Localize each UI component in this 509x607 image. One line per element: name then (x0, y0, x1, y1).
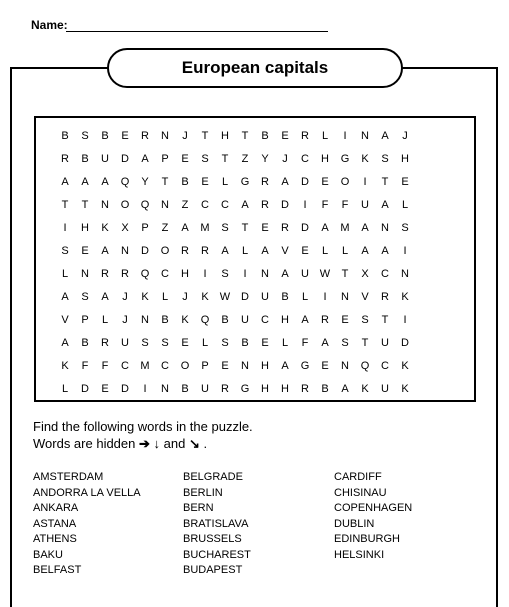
grid-cell[interactable]: S (61, 244, 69, 257)
name-line[interactable] (66, 31, 328, 32)
word-list-item: BAKU (33, 548, 63, 561)
grid-cell[interactable]: J (282, 152, 288, 165)
grid-cell[interactable]: T (241, 221, 249, 234)
grid-cell[interactable]: I (363, 175, 367, 188)
grid-cell[interactable]: R (221, 382, 229, 395)
grid-cell[interactable]: E (181, 152, 189, 165)
grid-cell[interactable]: S (81, 290, 89, 303)
grid-row (55, 216, 464, 239)
grid-cell[interactable]: P (81, 313, 89, 326)
grid-cell[interactable]: K (101, 221, 109, 234)
grid-cell[interactable]: O (180, 359, 190, 372)
grid-cell[interactable]: A (61, 175, 69, 188)
grid-cell[interactable]: Z (241, 152, 249, 165)
grid-cell[interactable]: O (160, 244, 170, 257)
grid-cell[interactable]: S (161, 336, 169, 349)
grid-cell[interactable]: N (401, 267, 409, 280)
word-list-item: BRUSSELS (183, 533, 242, 545)
puzzle-title: European capitals (107, 48, 403, 88)
grid-cell[interactable]: R (261, 198, 269, 211)
grid-cell[interactable]: L (61, 267, 69, 280)
grid-cell[interactable]: Z (161, 221, 169, 234)
instructions (33, 418, 253, 452)
grid-cell[interactable]: N (101, 198, 109, 211)
grid-cell[interactable]: R (101, 336, 109, 349)
grid-cell[interactable]: U (301, 267, 309, 280)
grid-cell[interactable]: T (61, 198, 69, 211)
grid-cell[interactable]: L (321, 244, 329, 257)
grid-cell[interactable]: N (241, 359, 249, 372)
word-list-item: EDINBURGH (334, 533, 401, 545)
word-list-item: CHISINAU (334, 486, 387, 499)
grid-cell[interactable]: S (221, 336, 229, 349)
grid-cell[interactable]: T (361, 336, 369, 349)
grid-cell[interactable]: Q (140, 267, 150, 280)
grid-cell[interactable]: A (321, 336, 329, 349)
grid-cell[interactable]: E (401, 175, 409, 188)
grid-cell[interactable]: B (81, 152, 89, 165)
grid-cell[interactable]: C (161, 267, 169, 280)
grid-cell[interactable]: K (201, 290, 209, 303)
grid-cell[interactable]: O (340, 175, 350, 188)
grid-cell[interactable]: Z (181, 198, 189, 211)
grid-cell[interactable]: L (301, 290, 309, 303)
grid-cell[interactable]: A (241, 198, 249, 211)
word-list-item: BELGRADE (183, 471, 243, 483)
grid-cell[interactable]: M (340, 221, 350, 234)
grid-cell[interactable]: A (181, 221, 189, 234)
grid-cell[interactable]: A (281, 267, 289, 280)
grid-cell[interactable]: D (281, 198, 289, 211)
grid-cell[interactable]: G (240, 175, 250, 188)
grid-cell[interactable]: I (63, 221, 67, 234)
grid-cell[interactable]: B (321, 382, 329, 395)
grid-cell[interactable]: L (341, 244, 349, 257)
grid-row (55, 308, 464, 331)
grid-cell[interactable]: F (101, 359, 109, 372)
grid-cell[interactable]: A (301, 313, 309, 326)
grid-row (55, 354, 464, 377)
grid-cell[interactable]: D (401, 336, 409, 349)
grid-cell[interactable]: J (122, 290, 128, 303)
grid-cell[interactable]: R (301, 382, 309, 395)
grid-cell[interactable]: E (281, 129, 289, 142)
grid-cell[interactable]: D (301, 175, 309, 188)
word-list-item: BERN (183, 502, 214, 514)
grid-cell[interactable]: I (343, 129, 347, 142)
grid-cell[interactable]: B (241, 336, 249, 349)
grid-cell[interactable]: L (161, 290, 169, 303)
grid-cell[interactable]: C (161, 359, 169, 372)
word-list-item: BELFAST (33, 564, 82, 576)
grid-cell[interactable]: B (101, 129, 109, 142)
grid-cell[interactable]: U (121, 336, 129, 349)
grid-row (55, 262, 464, 285)
grid-cell[interactable]: E (261, 221, 269, 234)
grid-cell[interactable]: C (121, 359, 129, 372)
grid-cell[interactable]: E (261, 336, 269, 349)
grid-cell[interactable]: U (201, 382, 209, 395)
grid-cell[interactable]: A (281, 359, 289, 372)
grid-cell[interactable]: N (161, 382, 169, 395)
grid-cell[interactable]: B (161, 313, 169, 326)
right-down-arrow-icon: ➔ ↓ (139, 436, 161, 451)
grid-cell[interactable]: T (241, 129, 249, 142)
grid-cell[interactable]: K (181, 313, 189, 326)
word-list-item: ANDORRA LA VELLA (33, 486, 141, 499)
grid-cell[interactable]: F (301, 336, 309, 349)
grid-cell[interactable]: B (281, 290, 289, 303)
instructions-and: and (163, 436, 186, 451)
grid-cell[interactable]: Y (141, 175, 149, 188)
grid-cell[interactable]: U (361, 198, 369, 211)
grid-cell[interactable]: A (101, 290, 109, 303)
word-list-col-3 (334, 470, 412, 563)
grid-cell[interactable]: A (61, 290, 69, 303)
grid-cell[interactable]: R (141, 129, 149, 142)
grid-cell[interactable]: J (402, 129, 408, 142)
grid-row (55, 285, 464, 308)
instructions-line-2 (33, 435, 253, 452)
grid-cell[interactable]: A (361, 244, 369, 257)
grid-cell[interactable]: A (361, 221, 369, 234)
grid-cell[interactable]: F (341, 198, 349, 211)
grid-cell[interactable]: K (61, 359, 69, 372)
grid-cell[interactable]: A (341, 382, 349, 395)
grid-cell[interactable]: T (341, 267, 349, 280)
letter-grid (55, 124, 464, 400)
grid-cell[interactable]: D (301, 221, 309, 234)
word-list-item: BUDAPEST (183, 564, 243, 576)
grid-cell[interactable]: E (341, 313, 349, 326)
grid-cell[interactable]: H (281, 382, 289, 395)
grid-cell[interactable]: L (221, 175, 229, 188)
grid-cell[interactable]: A (381, 129, 389, 142)
grid-cell[interactable]: C (221, 198, 229, 211)
grid-cell[interactable]: I (403, 244, 407, 257)
grid-cell[interactable]: B (221, 313, 229, 326)
grid-cell[interactable]: N (381, 221, 389, 234)
grid-cell[interactable]: U (381, 382, 389, 395)
grid-cell[interactable]: R (181, 244, 189, 257)
grid-cell[interactable]: D (121, 382, 129, 395)
grid-cell[interactable]: R (381, 290, 389, 303)
grid-cell[interactable]: U (381, 336, 389, 349)
grid-cell[interactable]: D (121, 152, 129, 165)
grid-cell[interactable]: K (401, 290, 409, 303)
grid-cell[interactable]: X (361, 267, 369, 280)
grid-cell[interactable]: A (381, 244, 389, 257)
grid-cell[interactable]: B (261, 129, 269, 142)
grid-cell[interactable]: C (381, 359, 389, 372)
grid-cell[interactable]: L (321, 129, 329, 142)
instructions-prefix: Words are hidden (33, 436, 136, 451)
grid-row (55, 377, 464, 400)
instructions-line-1: Find the following words in the puzzle. (33, 419, 253, 434)
grid-cell[interactable]: E (201, 175, 209, 188)
grid-cell[interactable]: K (361, 152, 369, 165)
grid-cell[interactable]: R (301, 129, 309, 142)
grid-cell[interactable]: M (140, 359, 150, 372)
grid-cell[interactable]: W (319, 267, 331, 280)
instructions-end: . (203, 436, 208, 451)
grid-cell[interactable]: N (161, 198, 169, 211)
grid-cell[interactable]: E (81, 244, 89, 257)
grid-cell[interactable]: Q (140, 198, 150, 211)
grid-cell[interactable]: N (81, 267, 89, 280)
grid-cell[interactable]: A (81, 175, 89, 188)
grid-cell[interactable]: A (61, 336, 69, 349)
grid-cell[interactable]: O (120, 198, 130, 211)
grid-cell[interactable]: N (161, 129, 169, 142)
grid-cell[interactable]: J (182, 290, 188, 303)
grid-cell[interactable]: P (201, 359, 209, 372)
grid-cell[interactable]: V (361, 290, 369, 303)
word-list-item: BRATISLAVA (183, 517, 249, 530)
grid-cell[interactable]: L (61, 382, 69, 395)
grid-cell[interactable]: J (182, 129, 188, 142)
grid-cell[interactable]: G (240, 382, 250, 395)
grid-cell[interactable]: K (401, 382, 409, 395)
grid-cell[interactable]: S (361, 313, 369, 326)
grid-cell[interactable]: C (301, 152, 309, 165)
grid-cell[interactable]: R (61, 152, 69, 165)
grid-cell[interactable]: C (381, 267, 389, 280)
grid-cell[interactable]: A (141, 152, 149, 165)
name-label: Name: (31, 18, 68, 32)
grid-row (55, 170, 464, 193)
grid-cell[interactable]: R (281, 221, 289, 234)
grid-cell[interactable]: H (401, 152, 409, 165)
grid-row (55, 147, 464, 170)
grid-cell[interactable]: A (101, 175, 109, 188)
grid-cell[interactable]: S (401, 221, 409, 234)
grid-cell[interactable]: H (261, 382, 269, 395)
grid-cell[interactable]: P (141, 221, 149, 234)
grid-cell[interactable]: S (221, 221, 229, 234)
grid-cell[interactable]: E (321, 175, 329, 188)
grid-cell[interactable]: X (121, 221, 129, 234)
diagonal-arrow-icon: ↘ (188, 436, 200, 451)
grid-cell[interactable]: A (281, 175, 289, 188)
grid-cell[interactable]: C (201, 198, 209, 211)
word-list-item: HELSINKI (334, 548, 385, 561)
grid-cell[interactable]: R (201, 244, 209, 257)
word-list-col-1 (33, 470, 141, 579)
word-list-item: COPENHAGEN (334, 502, 413, 514)
grid-cell[interactable]: V (281, 244, 289, 257)
grid-cell[interactable]: A (321, 221, 329, 234)
grid-cell[interactable]: H (221, 129, 229, 142)
word-list-item: BERLIN (183, 486, 223, 499)
word-list-item: DUBLIN (334, 517, 375, 530)
grid-cell[interactable]: U (101, 152, 109, 165)
grid-cell[interactable]: G (300, 359, 310, 372)
grid-cell[interactable]: Q (120, 175, 130, 188)
grid-row (55, 331, 464, 354)
word-list-col-2 (183, 470, 251, 579)
grid-row (55, 193, 464, 216)
grid-cell[interactable]: H (281, 313, 289, 326)
grid-cell[interactable]: N (261, 267, 269, 280)
grid-cell[interactable]: F (321, 198, 329, 211)
grid-cell[interactable]: A (381, 198, 389, 211)
grid-cell[interactable]: H (81, 221, 89, 234)
grid-row (55, 239, 464, 262)
grid-cell[interactable]: U (241, 313, 249, 326)
grid-cell[interactable]: N (361, 129, 369, 142)
grid-cell[interactable]: K (141, 290, 149, 303)
grid-row (55, 124, 464, 147)
grid-cell[interactable]: L (241, 244, 249, 257)
grid-cell[interactable]: L (401, 198, 409, 211)
grid-cell[interactable]: L (281, 336, 289, 349)
grid-cell[interactable]: K (401, 359, 409, 372)
grid-cell[interactable]: E (101, 382, 109, 395)
grid-cell[interactable]: D (241, 290, 249, 303)
grid-cell[interactable]: I (403, 313, 407, 326)
grid-cell[interactable]: E (181, 336, 189, 349)
grid-cell[interactable]: U (261, 290, 269, 303)
grid-cell[interactable]: N (141, 313, 149, 326)
grid-cell[interactable]: S (381, 152, 389, 165)
word-list-item: BUCHAREST (183, 548, 251, 561)
grid-cell[interactable]: G (340, 152, 350, 165)
grid-cell[interactable]: I (143, 382, 147, 395)
grid-cell[interactable]: D (81, 382, 89, 395)
grid-cell[interactable]: S (141, 336, 149, 349)
grid-cell[interactable]: P (161, 152, 169, 165)
grid-cell[interactable]: N (341, 359, 349, 372)
grid-cell[interactable]: N (121, 244, 129, 257)
grid-cell[interactable]: B (181, 175, 189, 188)
grid-cell[interactable]: E (221, 359, 229, 372)
grid-cell[interactable]: T (221, 152, 229, 165)
grid-cell[interactable]: E (321, 359, 329, 372)
word-list-item: ATHENS (33, 533, 77, 545)
grid-cell[interactable]: H (261, 359, 269, 372)
grid-cell[interactable]: R (261, 175, 269, 188)
grid-cell[interactable]: A (101, 244, 109, 257)
grid-cell[interactable]: N (341, 290, 349, 303)
grid-cell[interactable]: R (321, 313, 329, 326)
word-list-item: CARDIFF (334, 471, 382, 483)
grid-cell[interactable]: R (101, 267, 109, 280)
grid-cell[interactable]: E (301, 244, 309, 257)
grid-cell[interactable]: V (61, 313, 69, 326)
grid-cell[interactable]: L (201, 336, 209, 349)
grid-cell[interactable]: B (81, 336, 89, 349)
grid-cell[interactable]: S (201, 152, 209, 165)
grid-cell[interactable]: L (101, 313, 109, 326)
grid-cell[interactable]: T (381, 175, 389, 188)
grid-cell[interactable]: T (381, 313, 389, 326)
grid-cell[interactable]: R (121, 267, 129, 280)
grid-cell[interactable]: B (61, 129, 69, 142)
word-list-item: AMSTERDAM (33, 471, 104, 483)
grid-cell[interactable]: A (261, 244, 269, 257)
grid-cell[interactable]: Y (261, 152, 269, 165)
grid-cell[interactable]: T (161, 175, 169, 188)
grid-cell[interactable]: T (81, 198, 89, 211)
grid-cell[interactable]: E (121, 129, 129, 142)
word-list-item: ASTANA (33, 517, 77, 530)
grid-cell[interactable]: I (303, 198, 307, 211)
grid-cell[interactable]: Q (360, 359, 370, 372)
grid-cell[interactable]: K (361, 382, 369, 395)
grid-cell[interactable]: I (323, 290, 327, 303)
grid-cell[interactable]: T (201, 129, 209, 142)
word-list-item: ANKARA (33, 502, 79, 514)
grid-cell[interactable]: M (200, 221, 210, 234)
grid-cell[interactable]: A (221, 244, 229, 257)
grid-cell[interactable]: C (261, 313, 269, 326)
grid-cell[interactable]: J (122, 313, 128, 326)
grid-cell[interactable]: S (341, 336, 349, 349)
grid-cell[interactable]: W (219, 290, 231, 303)
grid-cell[interactable]: B (181, 382, 189, 395)
grid-cell[interactable]: S (81, 129, 89, 142)
grid-cell[interactable]: Q (200, 313, 210, 326)
grid-cell[interactable]: H (181, 267, 189, 280)
grid-cell[interactable]: D (141, 244, 149, 257)
grid-cell[interactable]: H (321, 152, 329, 165)
grid-cell[interactable]: I (203, 267, 207, 280)
grid-cell[interactable]: I (243, 267, 247, 280)
grid-cell[interactable]: S (221, 267, 229, 280)
grid-cell[interactable]: F (81, 359, 89, 372)
